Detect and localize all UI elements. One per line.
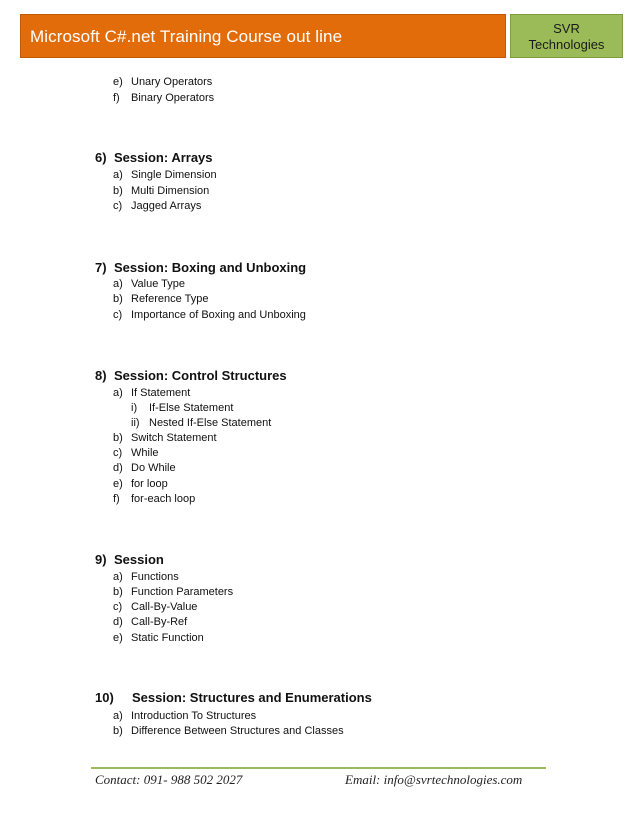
session-heading: 9) Session <box>95 552 164 567</box>
list-item: a) Single Dimension <box>113 169 217 181</box>
session-heading: 7) Session: Boxing and Unboxing <box>95 260 307 275</box>
list-item: b) Switch Statement <box>113 432 217 444</box>
list-item: c) Jagged Arrays <box>113 200 202 212</box>
list-item: c) While <box>113 447 159 459</box>
list-item: f) Binary Operators <box>113 92 215 104</box>
list-item: b) Multi Dimension <box>113 185 210 197</box>
footer-email: Email: info@svrtechnologies.com <box>345 772 523 787</box>
document-title: Microsoft C#.net Training Course out line <box>20 14 506 58</box>
list-item: a) Introduction To Structures <box>113 710 257 722</box>
list-item: f) for-each loop <box>113 493 196 505</box>
list-item: c) Importance of Boxing and Unboxing <box>113 309 306 321</box>
brand-name: SVR <box>553 21 580 36</box>
sub-list-item: ii) Nested If-Else Statement <box>131 417 272 429</box>
brand-box <box>510 14 623 58</box>
brand-subtitle: Technologies <box>528 37 605 52</box>
list-item: e) Unary Operators <box>113 76 213 88</box>
list-item: c) Call-By-Value <box>113 601 198 613</box>
sub-list-item: i) If-Else Statement <box>131 402 234 414</box>
list-item: a) Functions <box>113 571 179 583</box>
list-item: a) If Statement <box>113 387 191 399</box>
list-item: b) Function Parameters <box>113 586 234 598</box>
list-item: e) Static Function <box>113 632 204 644</box>
list-item: b) Reference Type <box>113 293 209 305</box>
page-header <box>20 14 623 58</box>
session-heading: 10) Session: Structures and Enumerations <box>95 690 372 705</box>
footer-contact: Contact: 091- 988 502 2027 <box>95 772 243 787</box>
list-item: d) Call-By-Ref <box>113 616 188 628</box>
list-item: d) Do While <box>113 462 176 474</box>
footer-divider <box>91 767 546 769</box>
list-item: a) Value Type <box>113 278 186 290</box>
list-item: b) Difference Between Structures and Classes <box>113 725 344 737</box>
session-heading: 6) Session: Arrays <box>95 150 213 165</box>
list-item: e) for loop <box>113 478 168 490</box>
session-heading: 8) Session: Control Structures <box>95 368 287 383</box>
